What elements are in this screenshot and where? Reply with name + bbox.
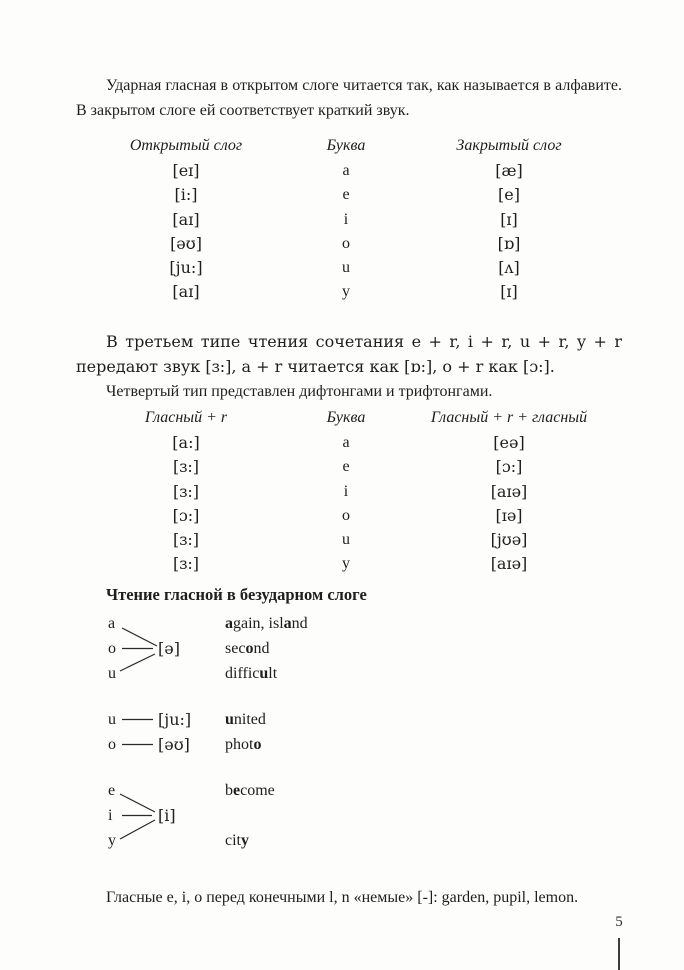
intro-paragraph: Ударная гласная в открытом слоге читается так, как называется в алфавите. В закрытом слоге ей соответствует краткий звук. <box>76 77 622 119</box>
table-cell: u <box>342 531 350 549</box>
unstressed-group-aou <box>108 611 408 687</box>
table-cell: [ɔ:] <box>495 457 523 477</box>
table-cell: u <box>342 259 350 277</box>
page-number: 5 <box>615 914 623 930</box>
table-row <box>76 232 622 256</box>
table-cell: y <box>342 555 350 573</box>
table-row <box>76 431 622 455</box>
letter-label: u <box>108 711 116 728</box>
table-cell: o <box>342 506 350 524</box>
table-cell: [ɜ:] <box>172 481 199 501</box>
table-row <box>76 528 622 552</box>
table-row <box>76 504 622 528</box>
spine-line <box>618 938 620 970</box>
table-cell: [aɪə] <box>490 554 528 574</box>
unstressed-group-eiy <box>108 778 408 854</box>
table-cell: [ɜ:] <box>172 554 199 574</box>
table-cell: [ɜ:] <box>172 530 199 550</box>
table-cell: [aɪ] <box>172 209 200 229</box>
open-closed-syllable-table <box>76 132 622 305</box>
table-cell: [ɪə] <box>495 505 523 525</box>
table-header-row <box>76 132 622 159</box>
letter-label: i <box>108 807 113 824</box>
table-header-cell: Гласный + r <box>144 409 228 426</box>
table-cell: [ɪ] <box>500 282 518 302</box>
table-cell: [ʌ] <box>498 258 520 278</box>
table-cell: [aɪə] <box>490 481 528 501</box>
table-cell: [eə] <box>493 433 525 452</box>
table-row <box>76 480 622 504</box>
letter-label: y <box>108 832 116 849</box>
table-row <box>76 256 622 280</box>
letter-label: o <box>108 736 116 753</box>
sound-label: [i] <box>158 806 176 825</box>
table-cell: i <box>343 482 349 500</box>
table-cell: o <box>342 234 350 252</box>
table-cell: [aɪ] <box>172 282 200 302</box>
fourth-reading-type-paragraph: Четвертый тип представлен дифтонгами и трифтонгами. <box>106 383 493 400</box>
letter-label: e <box>108 782 116 799</box>
table-cell: [ɪ] <box>500 209 518 229</box>
table-header-cell: Гласный + r + гласный <box>430 409 588 426</box>
table-row <box>76 159 622 183</box>
section-heading: Чтение гласной в безударном слоге <box>106 585 367 604</box>
table-cell: [e] <box>498 185 520 205</box>
table-cell: a <box>342 162 350 179</box>
letter-label: a <box>108 615 116 632</box>
table-header-cell: Буква <box>326 409 366 426</box>
example-word: difficult <box>225 665 278 682</box>
third-reading-type-paragraph: В третьем типе чтения сочетания e + r, i + r, u + r, y + r передают звук [ɜ:], a + r читается как [ɒ:], o + r как [ɔ:]. <box>76 332 622 376</box>
table-cell: y <box>342 283 350 301</box>
example-word: city <box>225 832 249 849</box>
table-cell: [æ] <box>495 161 523 180</box>
connector-line <box>122 628 157 646</box>
table-cell: [əʊ] <box>170 233 202 253</box>
example-word: united <box>225 711 266 728</box>
note-paragraph: Гласные e, i, o перед конечными l, n «немые» [-]: garden, pupil, lemon. <box>106 889 579 906</box>
sound-label: [ə] <box>158 639 180 658</box>
sound-label: [əʊ] <box>158 735 190 754</box>
table-cell: [i:] <box>174 185 198 205</box>
table-header-cell: Закрытый слог <box>456 137 562 154</box>
table-cell: [a:] <box>172 433 200 452</box>
table-cell: [ɜ:] <box>172 457 199 477</box>
table-cell: e <box>342 186 350 204</box>
table-cell: [ɒ] <box>497 233 521 253</box>
table-cell: [ɔ:] <box>172 505 200 525</box>
example-word: photo <box>225 736 262 753</box>
sound-label: [ju:] <box>158 710 192 729</box>
unstressed-group-uo <box>108 707 408 758</box>
example-word: second <box>225 640 270 657</box>
table-row <box>76 208 622 232</box>
table-cell: i <box>343 210 349 228</box>
table-cell: e <box>342 458 350 476</box>
table-row <box>76 455 622 479</box>
table-cell: [eɪ] <box>172 161 200 180</box>
example-word: again, island <box>225 615 308 632</box>
vowel-r-table <box>76 404 622 577</box>
letter-label: u <box>108 665 116 682</box>
example-word: become <box>225 782 275 799</box>
table-row <box>76 183 622 207</box>
table-cell: a <box>342 434 350 451</box>
table-header-cell: Открытый слог <box>129 137 243 154</box>
table-header-row <box>76 404 622 431</box>
table-header-cell: Буква <box>326 137 366 154</box>
table-cell: [jʊə] <box>490 530 528 550</box>
table-row <box>76 552 622 576</box>
table-cell: [ju:] <box>169 258 203 278</box>
letter-label: o <box>108 640 116 657</box>
table-row <box>76 280 622 304</box>
